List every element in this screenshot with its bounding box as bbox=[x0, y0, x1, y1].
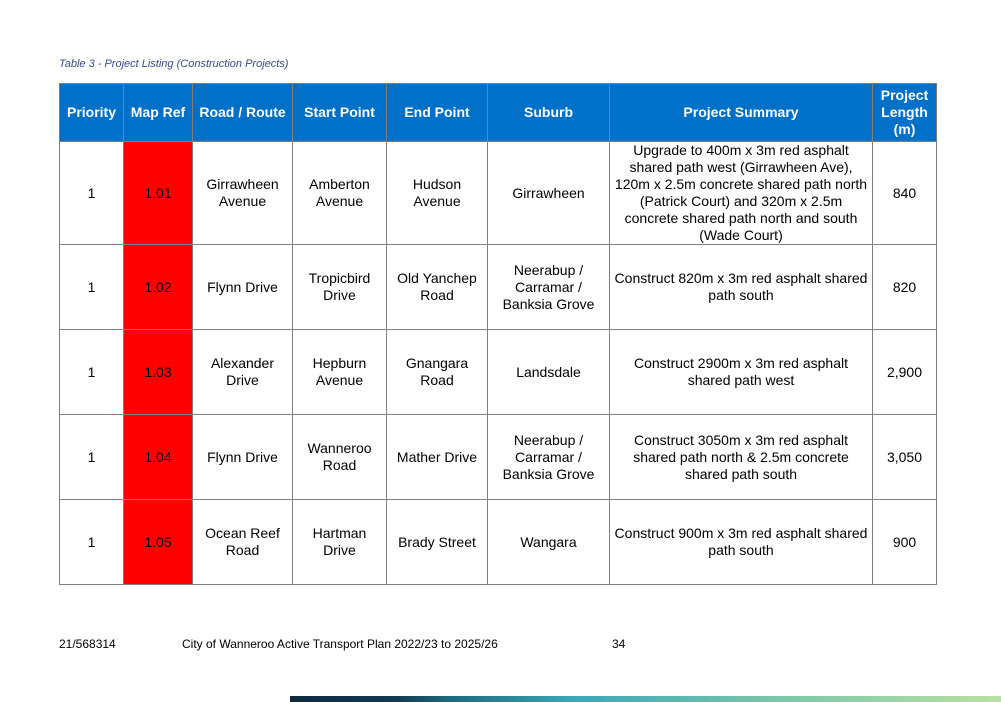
footer-decorative-bar bbox=[290, 696, 1001, 702]
header-suburb: Suburb bbox=[488, 84, 610, 142]
cell-priority: 1 bbox=[60, 245, 124, 330]
cell-project-summary: Construct 900m x 3m red asphalt shared path south bbox=[610, 500, 873, 585]
cell-project-length: 3,050 bbox=[873, 415, 937, 500]
cell-suburb: Neerabup / Carramar / Banksia Grove bbox=[488, 415, 610, 500]
table-row bbox=[60, 500, 937, 585]
cell-map-ref: 1.01 bbox=[124, 142, 193, 245]
header-start-point: Start Point bbox=[293, 84, 387, 142]
header-priority: Priority bbox=[60, 84, 124, 142]
header-road-route: Road / Route bbox=[193, 84, 293, 142]
header-project-length: Project Length (m) bbox=[873, 84, 937, 142]
header-project-summary: Project Summary bbox=[610, 84, 873, 142]
table-header-row bbox=[60, 84, 937, 142]
cell-start-point: Tropicbird Drive bbox=[293, 245, 387, 330]
cell-project-summary: Upgrade to 400m x 3m red asphalt shared path west (Girrawheen Ave), 120m x 2.5m concrete shared path north (Patrick Court) and 320m x 2.5m concrete shared path north and south (Wade Court) bbox=[610, 142, 873, 245]
cell-road-route: Girrawheen Avenue bbox=[193, 142, 293, 245]
table-row bbox=[60, 245, 937, 330]
footer-doc-number: 21/568314 bbox=[59, 637, 116, 651]
cell-suburb: Landsdale bbox=[488, 330, 610, 415]
cell-end-point: Old Yanchep Road bbox=[387, 245, 488, 330]
cell-project-length: 820 bbox=[873, 245, 937, 330]
table-row bbox=[60, 330, 937, 415]
cell-map-ref: 1.05 bbox=[124, 500, 193, 585]
cell-project-length: 2,900 bbox=[873, 330, 937, 415]
cell-map-ref: 1.04 bbox=[124, 415, 193, 500]
cell-end-point: Hudson Avenue bbox=[387, 142, 488, 245]
cell-project-summary: Construct 3050m x 3m red asphalt shared path north & 2.5m concrete shared path south bbox=[610, 415, 873, 500]
header-end-point: End Point bbox=[387, 84, 488, 142]
cell-project-summary: Construct 820m x 3m red asphalt shared path south bbox=[610, 245, 873, 330]
table-caption: Table 3 - Project Listing (Construction Projects) bbox=[59, 58, 289, 70]
cell-map-ref: 1.03 bbox=[124, 330, 193, 415]
cell-map-ref: 1.02 bbox=[124, 245, 193, 330]
cell-suburb: Girrawheen bbox=[488, 142, 610, 245]
cell-end-point: Gnangara Road bbox=[387, 330, 488, 415]
footer-page-number: 34 bbox=[612, 637, 626, 651]
cell-project-summary: Construct 2900m x 3m red asphalt shared path west bbox=[610, 330, 873, 415]
cell-road-route: Flynn Drive bbox=[193, 415, 293, 500]
table-row bbox=[60, 142, 937, 245]
cell-project-length: 900 bbox=[873, 500, 937, 585]
cell-suburb: Neerabup / Carramar / Banksia Grove bbox=[488, 245, 610, 330]
cell-project-length: 840 bbox=[873, 142, 937, 245]
cell-road-route: Flynn Drive bbox=[193, 245, 293, 330]
cell-start-point: Wanneroo Road bbox=[293, 415, 387, 500]
table-row bbox=[60, 415, 937, 500]
project-listing-table bbox=[59, 83, 937, 585]
cell-road-route: Alexander Drive bbox=[193, 330, 293, 415]
cell-start-point: Hepburn Avenue bbox=[293, 330, 387, 415]
cell-end-point: Brady Street bbox=[387, 500, 488, 585]
cell-end-point: Mather Drive bbox=[387, 415, 488, 500]
cell-start-point: Hartman Drive bbox=[293, 500, 387, 585]
cell-priority: 1 bbox=[60, 142, 124, 245]
cell-priority: 1 bbox=[60, 415, 124, 500]
cell-start-point: Amberton Avenue bbox=[293, 142, 387, 245]
cell-priority: 1 bbox=[60, 330, 124, 415]
cell-road-route: Ocean Reef Road bbox=[193, 500, 293, 585]
cell-priority: 1 bbox=[60, 500, 124, 585]
cell-suburb: Wangara bbox=[488, 500, 610, 585]
header-map-ref: Map Ref bbox=[124, 84, 193, 142]
footer-title: City of Wanneroo Active Transport Plan 2022/23 to 2025/26 bbox=[182, 637, 498, 651]
